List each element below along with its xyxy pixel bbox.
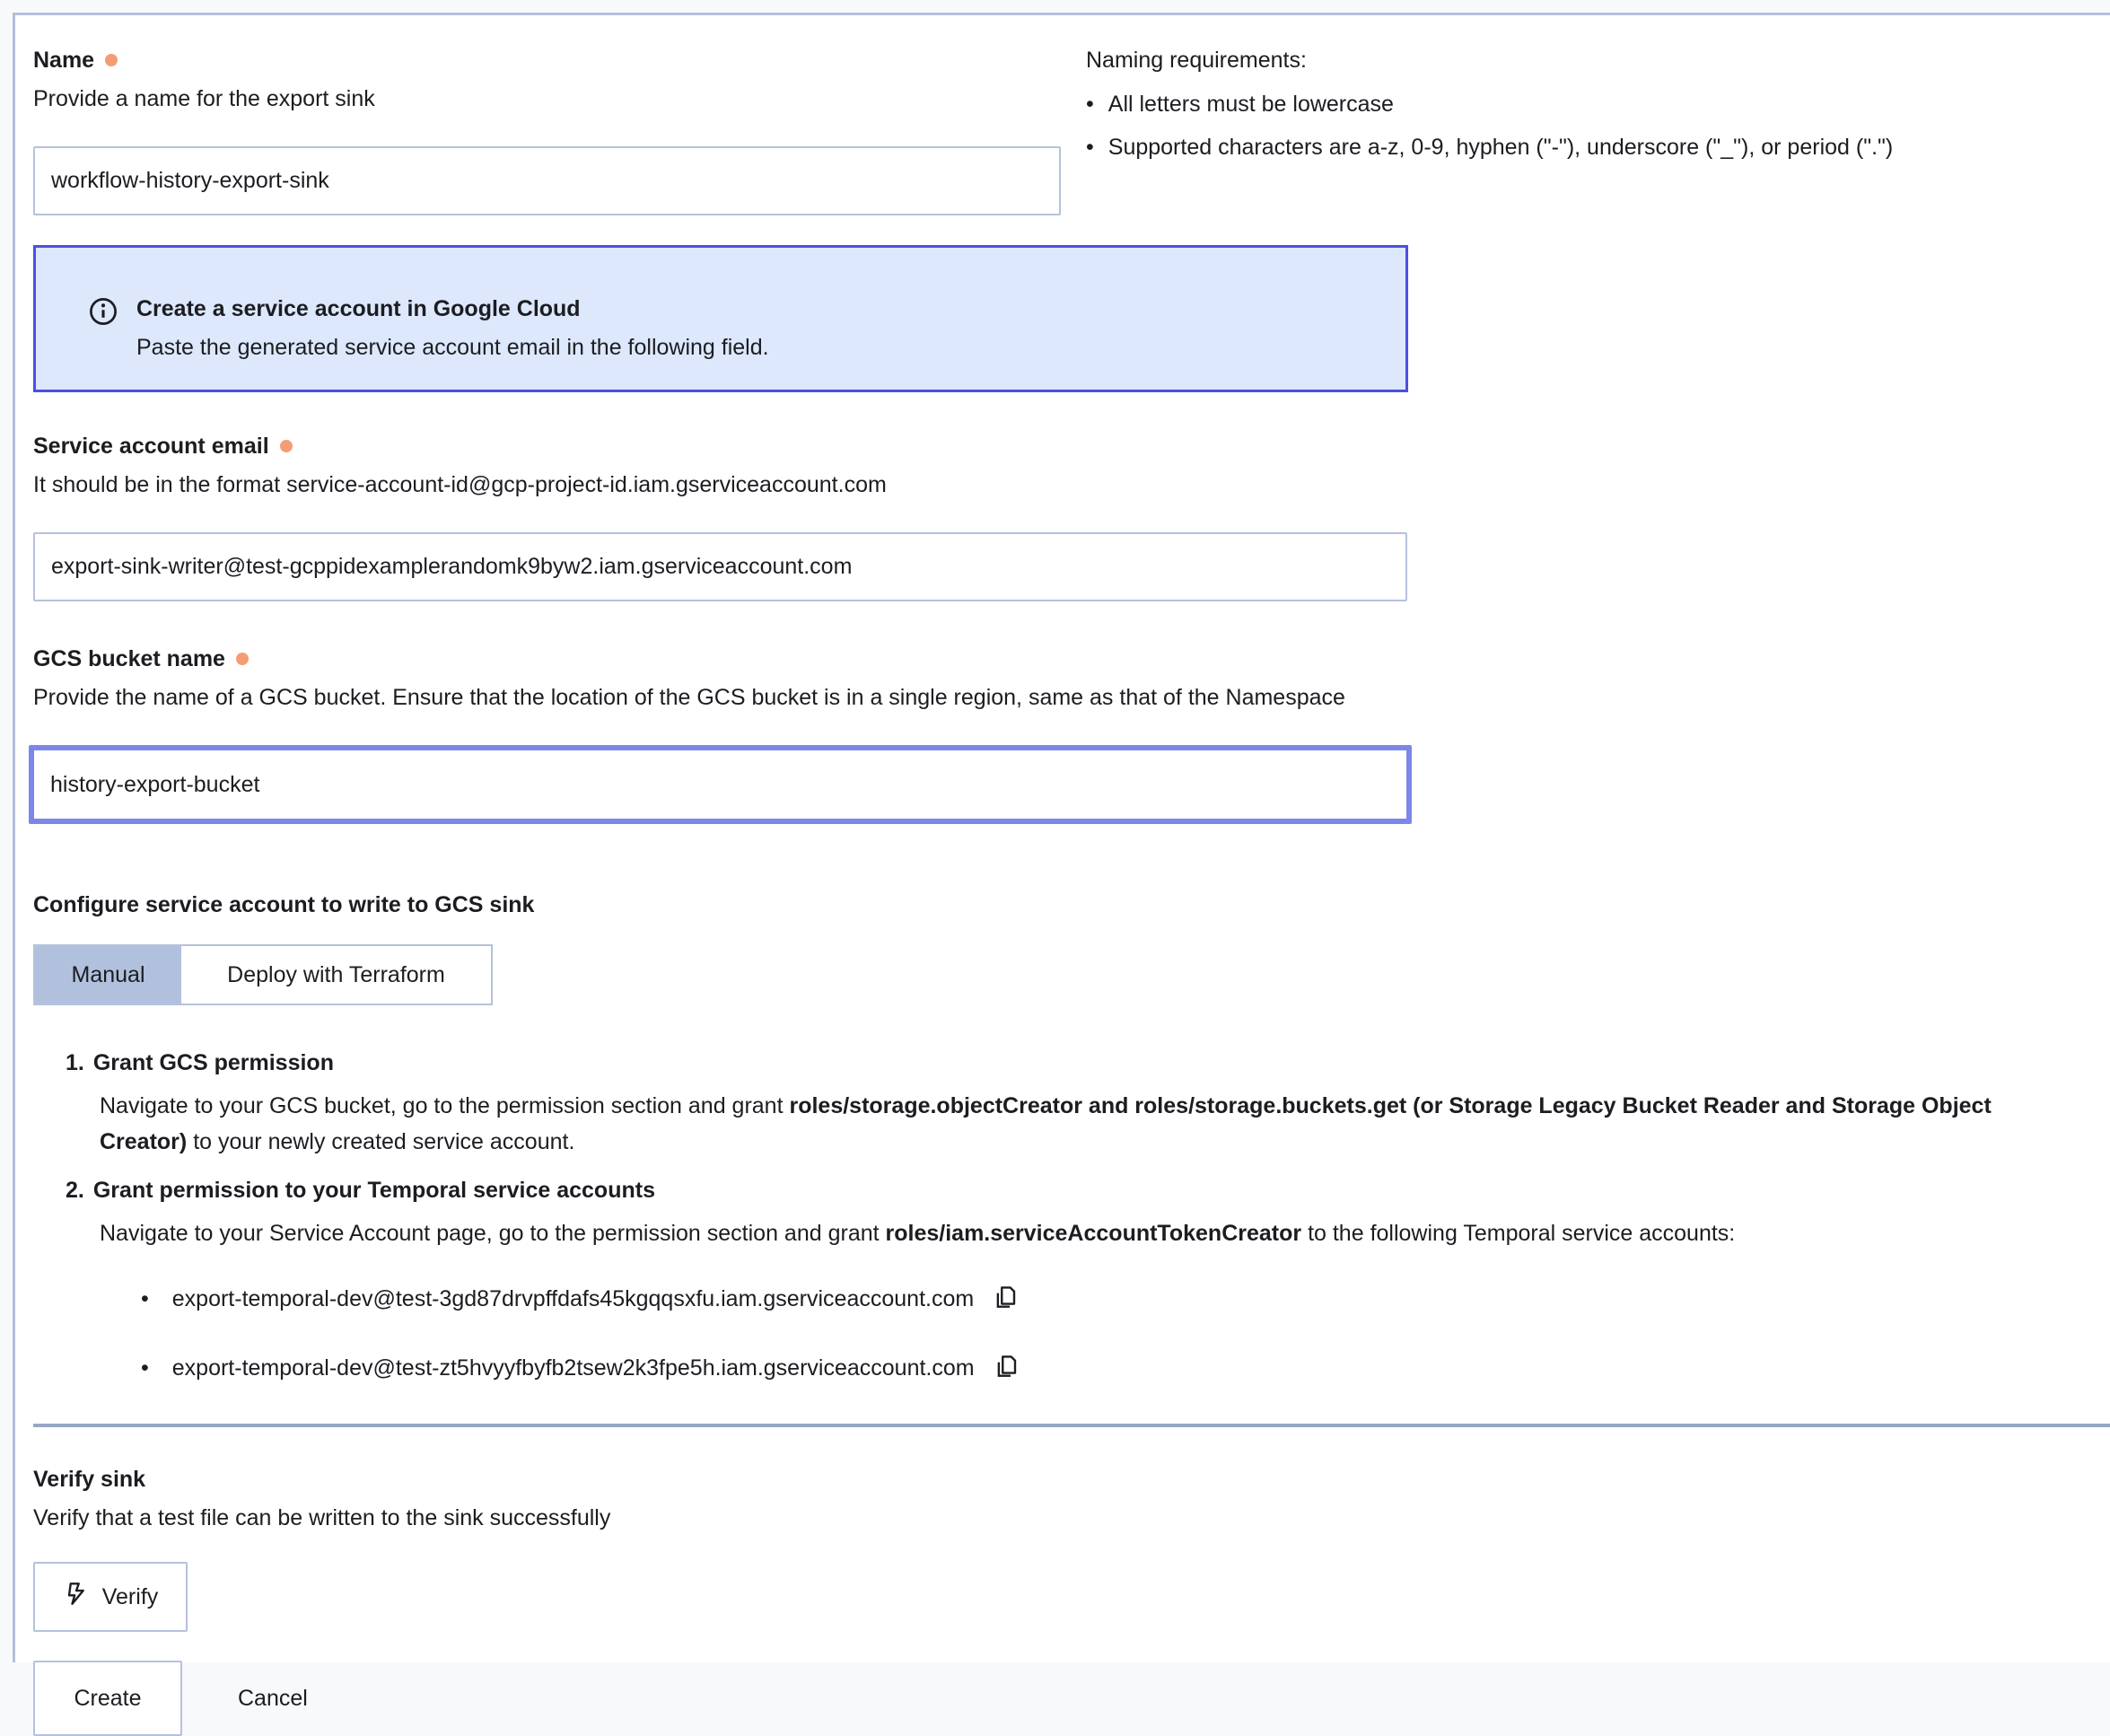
verify-button[interactable] xyxy=(33,1562,188,1632)
step-text-bold: roles/storage.objectCreator and roles/storage.buckets.get (or Storage Legacy Bucket Reader and Storage Object Creator) xyxy=(100,1093,1992,1154)
step-text-bold: roles/iam.serviceAccountTokenCreator xyxy=(886,1221,1302,1246)
required-dot-icon xyxy=(280,440,293,452)
info-banner-description: Paste the generated service account email in the following field. xyxy=(136,333,769,362)
gcs-bucket-name-label: GCS bucket name xyxy=(33,644,225,673)
step-text: to your newly created service account. xyxy=(187,1129,574,1154)
naming-requirement-text: Supported characters are a-z, 0-9, hyphen ("-"), underscore ("_"), or period (".") xyxy=(1108,132,1893,162)
export-sink-form-card xyxy=(13,13,2110,1662)
service-account-email-input[interactable] xyxy=(33,532,1407,601)
step-number: 2. xyxy=(66,1176,84,1205)
verify-button-label: Verify xyxy=(102,1584,159,1610)
naming-requirement-item xyxy=(1086,89,2110,119)
list-item xyxy=(141,1282,2110,1315)
service-account-email-label: Service account email xyxy=(33,432,269,460)
create-button-label: Create xyxy=(74,1686,141,1712)
list-item xyxy=(141,1351,2110,1384)
copy-icon xyxy=(993,1353,1020,1382)
gcs-bucket-name-input[interactable] xyxy=(29,745,1412,824)
bullet-icon: • xyxy=(141,1284,149,1313)
manual-instructions xyxy=(66,1048,2110,1384)
copy-button[interactable] xyxy=(990,1282,1020,1315)
required-dot-icon xyxy=(236,653,249,665)
sink-name-input[interactable] xyxy=(33,146,1061,215)
cancel-button-label: Cancel xyxy=(238,1686,308,1711)
bullet-icon: • xyxy=(1086,132,1094,162)
create-button[interactable] xyxy=(33,1661,182,1736)
name-field-label: Name xyxy=(33,46,94,75)
copy-button[interactable] xyxy=(991,1351,1021,1384)
copy-icon xyxy=(992,1284,1019,1313)
step-text: to the following Temporal service accounts: xyxy=(1301,1221,1735,1246)
step-grant-temporal-permission xyxy=(66,1176,2110,1384)
configure-section-heading: Configure service account to write to GCS sink xyxy=(33,890,2110,919)
temporal-service-account-email: export-temporal-dev@test-3gd87drvpffdafs45kgqqsxfu.iam.gserviceaccount.com xyxy=(172,1284,974,1313)
naming-requirements xyxy=(1086,46,2110,215)
tab-deploy-with-terraform[interactable] xyxy=(181,946,491,1004)
step-number: 1. xyxy=(66,1048,84,1077)
gcs-bucket-name-helper: Provide the name of a GCS bucket. Ensure that the location of the GCS bucket is in a single region, same as that of the Namespace xyxy=(33,682,2110,713)
verify-sink-helper: Verify that a test file can be written to the sink successfully xyxy=(33,1503,2110,1533)
tab-deploy-with-terraform-label: Deploy with Terraform xyxy=(227,962,445,988)
configure-tab-group xyxy=(33,944,493,1005)
step-title: Grant permission to your Temporal service accounts xyxy=(93,1176,655,1205)
naming-requirement-text: All letters must be lowercase xyxy=(1108,89,1394,119)
lightning-bolt-icon xyxy=(63,1579,90,1615)
temporal-service-account-email: export-temporal-dev@test-zt5hvyyfbyfb2tsew2k3fpe5h.iam.gserviceaccount.com xyxy=(172,1354,975,1382)
naming-requirement-item xyxy=(1086,132,2110,162)
step-grant-gcs-permission xyxy=(66,1048,2110,1160)
tab-manual-label: Manual xyxy=(72,962,145,988)
service-account-email-helper: It should be in the format service-account-id@gcp-project-id.iam.gserviceaccount.com xyxy=(33,469,2110,500)
info-banner-title: Create a service account in Google Cloud xyxy=(136,294,769,323)
step-text: Navigate to your Service Account page, go to the permission section and grant xyxy=(100,1221,886,1246)
section-divider xyxy=(33,1424,2110,1427)
bullet-icon: • xyxy=(141,1354,149,1382)
step-text: Navigate to your GCS bucket, go to the permission section and grant xyxy=(100,1093,789,1118)
bullet-icon: • xyxy=(1086,89,1094,119)
temporal-service-account-list xyxy=(141,1282,2110,1384)
tab-manual[interactable] xyxy=(35,946,181,1004)
service-account-info-banner xyxy=(33,245,1408,392)
info-icon xyxy=(88,294,118,327)
naming-requirements-title: Naming requirements: xyxy=(1086,46,2110,75)
cancel-button[interactable] xyxy=(238,1686,308,1712)
name-field-helper: Provide a name for the export sink xyxy=(33,83,1061,114)
required-dot-icon xyxy=(105,54,118,66)
verify-sink-heading: Verify sink xyxy=(33,1465,2110,1494)
step-title: Grant GCS permission xyxy=(93,1048,334,1077)
